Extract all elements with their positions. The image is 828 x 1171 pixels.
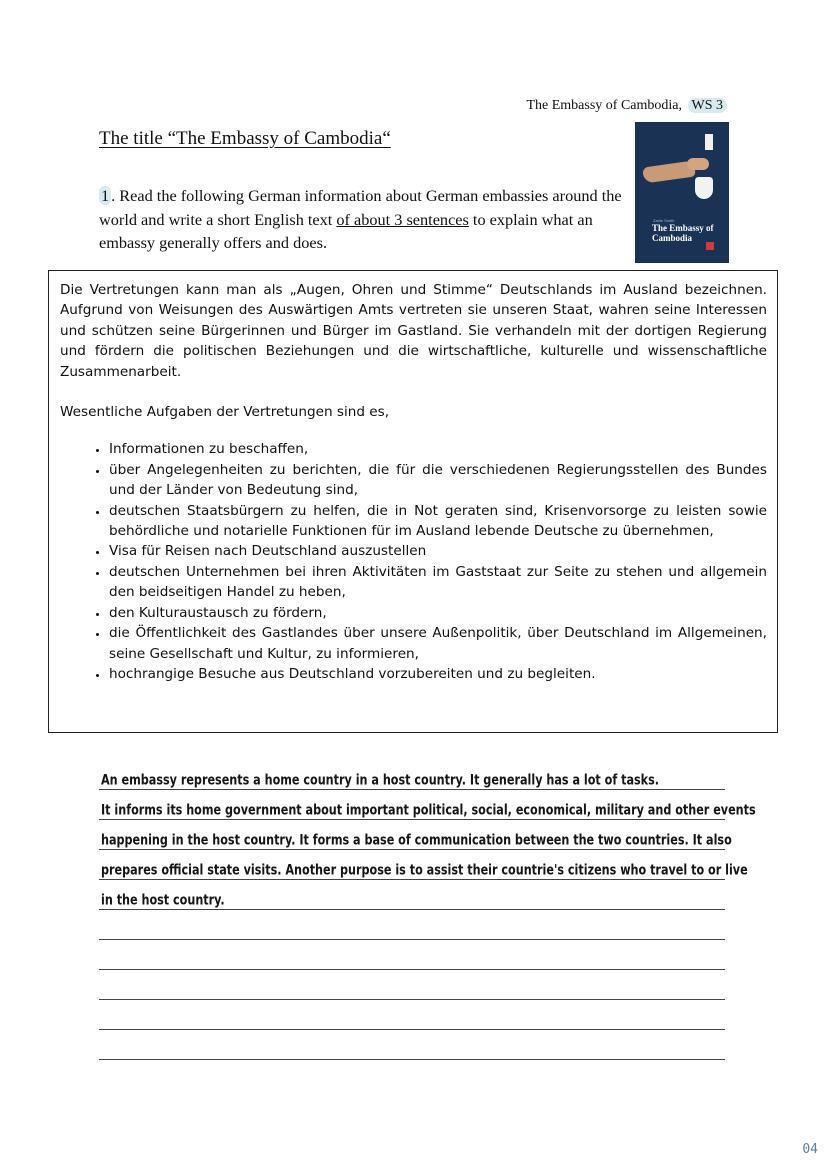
cover-publisher-logo-icon <box>706 242 714 250</box>
german-info-box <box>48 270 778 733</box>
list-item: • hochrangige Besuche aus Deutschland vorzubereiten und zu begleiten. <box>109 664 767 684</box>
answer-line[interactable] <box>99 910 725 940</box>
task-text-a: . Read the following German information about German embassies around the world and write a short English text <box>99 186 622 229</box>
page-title: The title “The Embassy of Cambodia“ <box>99 128 391 149</box>
book-cover-image <box>635 122 729 263</box>
answer-line[interactable] <box>99 760 725 790</box>
answer-line[interactable] <box>99 1030 725 1060</box>
info-paragraph: Die Vertretungen kann man als „Augen, Ohren und Stimme“ Deutschlands im Ausland bezeichnen. Aufgrund von Weisungen des Auswärtigen Amts vertreten sie unseren Staat, wahren seine Interessen und schützen seine Bürgerinnen und Bürger im Gastland. Sie verhandeln mit der dortigen Regierung und fördern die politischen Beziehungen und die wirtschaftliche, kulturelle und wissenschaftliche Zusammenarbeit. <box>60 282 767 380</box>
task-instruction <box>99 184 629 255</box>
list-item: • Informationen zu beschaffen, <box>109 439 767 459</box>
handwritten-text: happening in the host country. It forms a base of communication between the two countries. It also <box>101 831 732 848</box>
answer-line[interactable] <box>99 940 725 970</box>
list-item: • über Angelegenheiten zu berichten, die für die verschiedenen Regierungsstellen des Bundes und der Länder von Bedeutung sind, <box>109 460 767 501</box>
list-item: • deutschen Unternehmen bei ihren Aktivitäten im Gaststaat zur Seite zu stehen und allgemein den beidseitigen Handel zu heben, <box>109 562 767 603</box>
list-item: • Visa für Reisen nach Deutschland auszustellen <box>109 541 767 561</box>
cover-shuttlecock-icon <box>695 177 713 199</box>
cover-title: The Embassy of Cambodia <box>652 223 714 243</box>
cover-author: Zadie Smith <box>653 218 675 223</box>
answer-line[interactable] <box>99 970 725 1000</box>
list-item: • die Öffentlichkeit des Gastlandes über unsere Außenpolitik, über Deutschland im Allgemeinen, seine Gesellschaft und Kultur, zu informieren, <box>109 623 767 664</box>
task-emphasis: of about 3 sentences <box>336 209 469 229</box>
handwritten-text: prepares official state visits. Another purpose is to assist their countrie's citizens who travel to or live <box>101 861 748 878</box>
handwritten-text: It informs its home government about important political, social, economical, military and other events <box>101 801 756 818</box>
handwritten-text: in the host country. <box>101 891 225 908</box>
worksheet-header <box>526 98 727 114</box>
cover-bookmark-icon <box>705 134 713 150</box>
worksheet-badge: WS 3 <box>688 98 728 113</box>
handwritten-text: An embassy represents a home country in a host country. It generally has a lot of tasks. <box>101 771 660 788</box>
list-item: • den Kulturaustausch zu fördern, <box>109 603 767 623</box>
book-title-text: The Embassy of Cambodia, <box>526 98 682 113</box>
task-text-b: to explain what an embassy generally offers and does. <box>99 209 593 252</box>
list-item: • deutschen Staatsbürgern zu helfen, die in Not geraten sind, Krisenvorsorge zu leisten sowie behördliche und notarielle Funktionen für im Ausland lebende Deutsche zu übernehmen, <box>109 501 767 542</box>
page-number: 04 <box>802 1142 818 1157</box>
cover-fingers-icon <box>687 158 709 170</box>
answer-line[interactable] <box>99 790 756 820</box>
answer-line[interactable] <box>99 850 748 880</box>
task-number: 1 <box>101 186 110 205</box>
tasks-list <box>60 439 767 684</box>
answer-line[interactable] <box>99 1000 725 1030</box>
answer-line[interactable] <box>99 880 725 910</box>
info-intro: Wesentliche Aufgaben der Vertretungen sind es, <box>60 404 390 421</box>
answer-line[interactable] <box>99 820 732 850</box>
answer-area <box>99 760 756 1060</box>
